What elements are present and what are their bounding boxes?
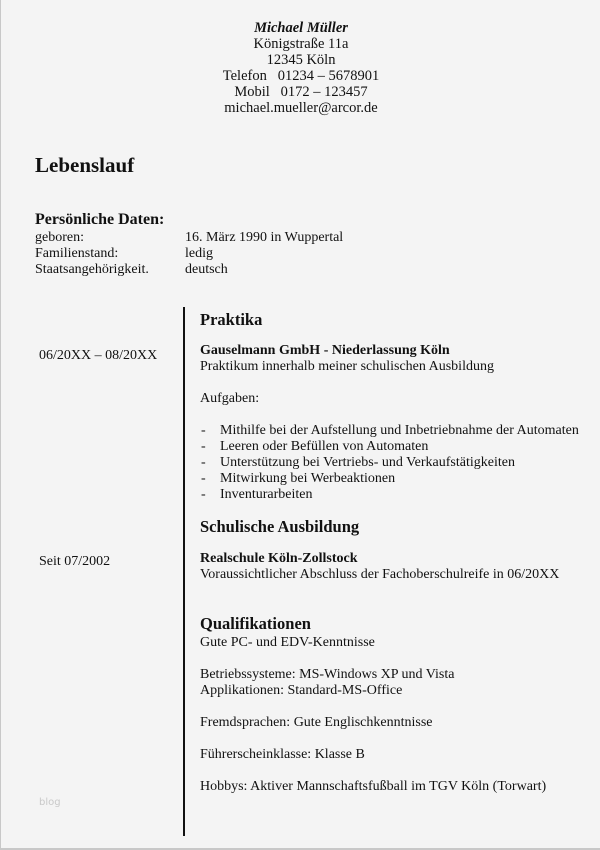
email-address: michael.mueller@arcor.de: [224, 100, 378, 116]
phone-number: Telefon 01234 – 5678901: [222, 68, 380, 84]
personal-label: geboren:: [35, 230, 84, 245]
city-address: 12345 Köln: [266, 52, 336, 68]
column-divider: [183, 307, 185, 836]
personal-data-heading: Persönliche Daten:: [35, 211, 165, 228]
bullet-dash: -: [201, 471, 206, 486]
applicant-name: Michael Müller: [254, 20, 348, 36]
watermark: blog: [39, 797, 61, 808]
school-date: Seit 07/2002: [39, 554, 111, 569]
bullet-dash: -: [201, 455, 206, 470]
qualification-hobbies: Hobbys: Aktiver Mannschaftsfußball im TGV Köln (Torwart): [200, 779, 547, 794]
school-description: Voraussichtlicher Abschluss der Fachoberschulreife in 06/20XX: [200, 567, 560, 582]
task-item: Mithilfe bei der Aufstellung und Inbetriebnahme der Automaten: [220, 423, 579, 438]
personal-value: deutsch: [185, 262, 228, 277]
task-item: Inventurarbeiten: [220, 487, 313, 502]
praktika-heading: Praktika: [200, 310, 263, 329]
contact-header: [1, 20, 600, 116]
mobile-number: Mobil 0172 – 123457: [234, 84, 368, 100]
task-item: Mitwirkung bei Werbeaktionen: [220, 471, 396, 486]
personal-value: ledig: [185, 246, 213, 261]
praktika-company: Gauselmann GmbH - Niederlassung Köln: [200, 343, 450, 358]
street-address: Königstraße 11a: [253, 36, 349, 52]
personal-value: 16. März 1990 in Wuppertal: [185, 230, 344, 245]
bullet-dash: -: [201, 439, 206, 454]
qualification-languages: Fremdsprachen: Gute Englischkenntnisse: [200, 715, 433, 730]
task-item: Leeren oder Befüllen von Automaten: [220, 439, 429, 454]
qualification-apps: Applikationen: Standard-MS-Office: [200, 683, 403, 698]
bullet-dash: -: [201, 487, 206, 502]
personal-label: Familienstand:: [35, 246, 119, 261]
qualifications-heading: Qualifikationen: [200, 614, 311, 633]
page-title: Lebenslauf: [35, 153, 135, 177]
school-name: Realschule Köln-Zollstock: [200, 551, 358, 566]
qualification-license: Führerscheinklasse: Klasse B: [200, 747, 365, 762]
task-item: Unterstützung bei Vertriebs- und Verkaufstätigkeiten: [220, 455, 515, 470]
school-heading: Schulische Ausbildung: [200, 517, 360, 536]
personal-label: Staatsangehörigkeit.: [35, 262, 149, 277]
qualification-os: Betriebssysteme: MS-Windows XP und Vista: [200, 667, 455, 682]
bullet-dash: -: [201, 423, 206, 438]
qualification-pc: Gute PC- und EDV-Kenntnisse: [200, 635, 375, 650]
praktika-date: 06/20XX – 08/20XX: [39, 348, 158, 363]
praktika-description: Praktikum innerhalb meiner schulischen Ausbildung: [200, 359, 494, 374]
tasks-label: Aufgaben:: [200, 391, 260, 406]
